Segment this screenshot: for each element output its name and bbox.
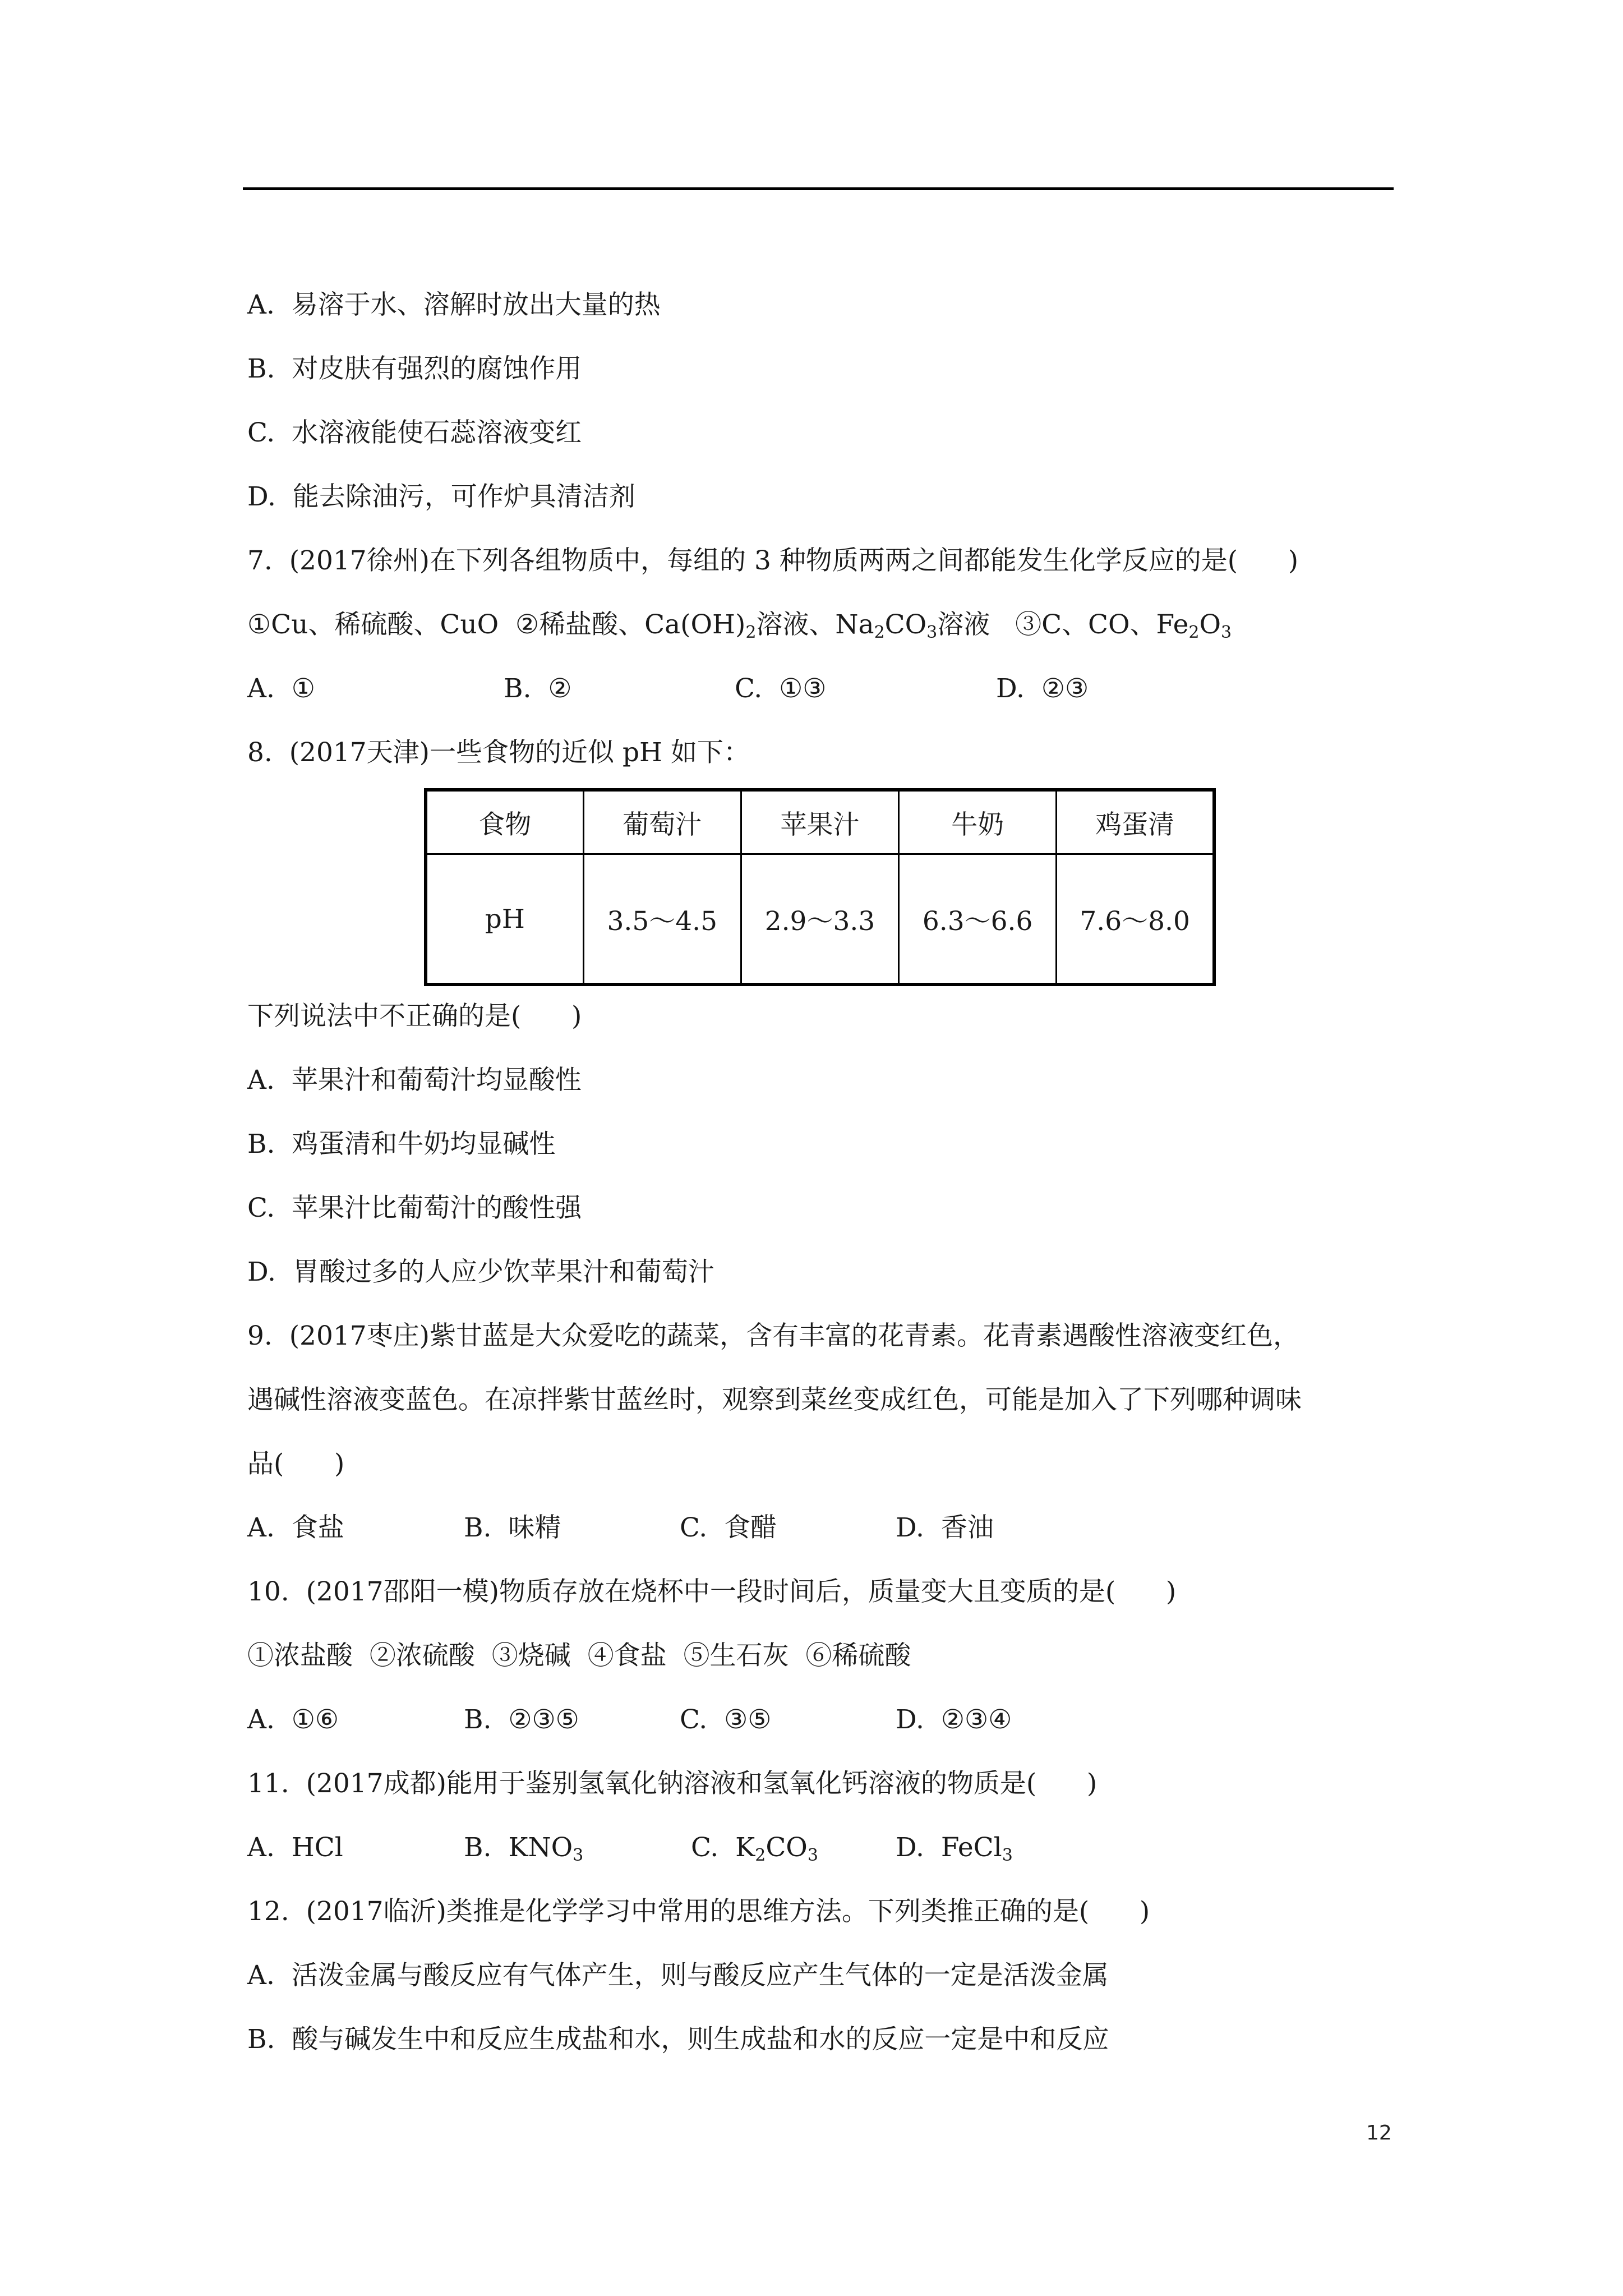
ph-table-row bbox=[426, 854, 1214, 985]
q8-option-c: C. 苹果汁比葡萄汁的酸性强 bbox=[247, 1193, 582, 1223]
q10-items: ①浓盐酸 ②浓硫酸 ③烧碱 ④食盐 ⑤生石灰 ⑥稀硫酸 bbox=[247, 1640, 911, 1671]
ph-table-cell: 6.3～6.6 bbox=[899, 854, 1057, 985]
ph-table-cell: 2.9～3.3 bbox=[741, 854, 898, 985]
q12-option-a: A. 活泼金属与酸反应有气体产生，则与酸反应产生气体的一定是活泼金属 bbox=[247, 1960, 1109, 1991]
q10-option-c: C. ③⑤ bbox=[680, 1704, 772, 1735]
page-number: 12 bbox=[1366, 2122, 1392, 2145]
q9-stem-line2: 遇碱性溶液变蓝色。在凉拌紫甘蓝丝时，观察到菜丝变成红色，可能是加入了下列哪种调味 bbox=[247, 1384, 1302, 1415]
q8-option-b: B. 鸡蛋清和牛奶均显碱性 bbox=[247, 1129, 556, 1159]
q7-stem: 7. (2017徐州)在下列各组物质中，每组的 3 种物质两两之间都能发生化学反应的是( ) bbox=[247, 545, 1299, 576]
q6-option-a: A. 易溶于水、溶解时放出大量的热 bbox=[247, 289, 661, 320]
ph-table-cell: pH bbox=[426, 854, 583, 985]
ph-table-header-cell: 苹果汁 bbox=[741, 790, 898, 854]
ph-table bbox=[424, 788, 1216, 986]
q7-option-b: B. ② bbox=[504, 673, 572, 704]
q8-question: 下列说法中不正确的是( ) bbox=[247, 1001, 582, 1032]
q10-option-d: D. ②③④ bbox=[896, 1704, 1012, 1735]
ph-table-cell: 3.5～4.5 bbox=[583, 854, 741, 985]
q8-stem: 8. (2017天津)一些食物的近似 pH 如下： bbox=[247, 737, 750, 768]
q12-stem: 12. (2017临沂)类推是化学学习中常用的思维方法。下列类推正确的是( ) bbox=[247, 1896, 1150, 1927]
q8-option-d: D. 胃酸过多的人应少饮苹果汁和葡萄汁 bbox=[247, 1257, 714, 1287]
q9-option-a: A. 食盐 bbox=[247, 1512, 344, 1543]
ph-table-header-cell: 牛奶 bbox=[899, 790, 1057, 854]
ph-table-header-row bbox=[426, 790, 1214, 854]
q6-option-c: C. 水溶液能使石蕊溶液变红 bbox=[247, 417, 582, 448]
q11-option-d: D. FeCl$_3$ bbox=[896, 1832, 1013, 1865]
q9-stem-line3: 品( ) bbox=[247, 1448, 345, 1479]
ph-table-header-cell: 食物 bbox=[426, 790, 583, 854]
q7-option-a: A. ① bbox=[247, 673, 315, 704]
q10-stem: 10. (2017邵阳一模)物质存放在烧杯中一段时间后，质量变大且变质的是( ) bbox=[247, 1576, 1177, 1607]
q11-stem: 11. (2017成都)能用于鉴别氢氧化钠溶液和氢氧化钙溶液的物质是( ) bbox=[247, 1768, 1098, 1799]
q9-option-d: D. 香油 bbox=[896, 1512, 994, 1543]
q12-option-b: B. 酸与碱发生中和反应生成盐和水，则生成盐和水的反应一定是中和反应 bbox=[247, 2024, 1109, 2055]
ph-table-cell: 7.6～8.0 bbox=[1057, 854, 1214, 985]
q9-option-b: B. 味精 bbox=[464, 1512, 561, 1543]
q10-option-a: A. ①⑥ bbox=[247, 1704, 339, 1735]
q7-items: ①Cu、稀硫酸、CuO ②稀盐酸、$Ca(OH)_2$溶液、$Na_2CO_3$溶液 ③C、CO、$Fe_2O_3$ bbox=[247, 609, 1232, 642]
q7-option-c: C. ①③ bbox=[735, 673, 827, 704]
q11-option-b: B. $KNO_3$ bbox=[464, 1832, 584, 1865]
header-rule bbox=[243, 187, 1394, 190]
ph-table-header-cell: 葡萄汁 bbox=[583, 790, 741, 854]
q8-option-a: A. 苹果汁和葡萄汁均显酸性 bbox=[247, 1065, 582, 1096]
q9-option-c: C. 食醋 bbox=[680, 1512, 777, 1543]
q7-option-d: D. ②③ bbox=[996, 673, 1089, 704]
q9-stem-line1: 9. (2017枣庄)紫甘蓝是大众爱吃的蔬菜，含有丰富的花青素。花青素遇酸性溶液变红色， bbox=[247, 1320, 1300, 1351]
q6-option-b: B. 对皮肤有强烈的腐蚀作用 bbox=[247, 353, 582, 384]
ph-table-header-cell: 鸡蛋清 bbox=[1057, 790, 1214, 854]
q11-option-c: C. $K_2CO_3$ bbox=[691, 1832, 818, 1865]
q10-option-b: B. ②③⑤ bbox=[464, 1704, 579, 1735]
q11-option-a: A. HCl bbox=[247, 1832, 343, 1863]
q6-option-d: D. 能去除油污，可作炉具清洁剂 bbox=[247, 481, 635, 512]
